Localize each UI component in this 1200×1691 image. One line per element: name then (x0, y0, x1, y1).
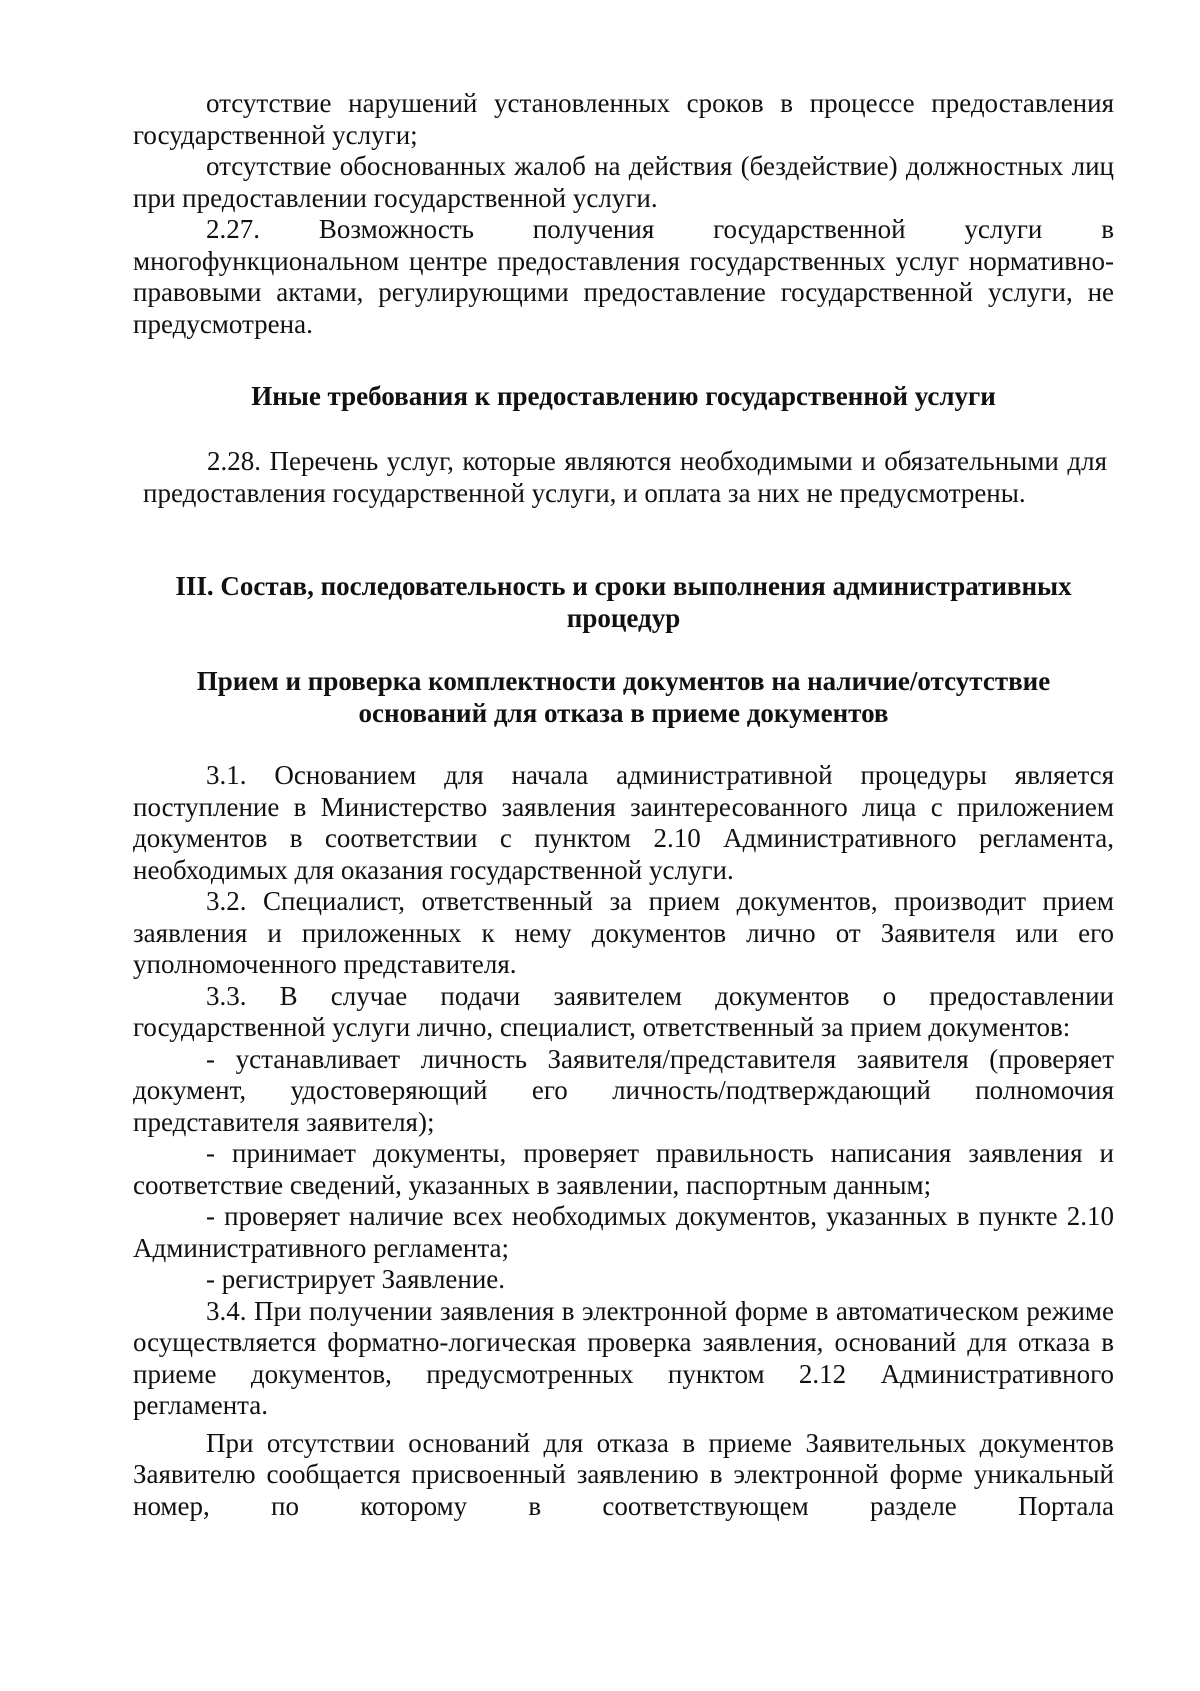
heading-other-requirements-wrap (133, 381, 1114, 413)
list-item: - устанавливает личность Заявителя/представителя заявителя (проверяет документ, удостоверяющий его личность/подтверждающий полномочия представителя заявителя); (133, 1043, 1114, 1137)
paragraph-continued: При отсутствии оснований для отказа в приеме Заявительных документов Заявителю сообщается присвоенный заявлению в электронной форме уникальный номер, по которому в соответствующем разделе Портала (133, 1427, 1114, 1521)
text-block-3 (133, 760, 1114, 1522)
paragraph-3-2: 3.2. Специалист, ответственный за прием документов, производит прием заявления и приложенных к нему документов лично от Заявителя или его уполномоченного представителя. (133, 886, 1114, 979)
paragraph-2-27: 2.27. Возможность получения государственной услуги в многофункциональном центре предоставления государственных услуг нормативно-правовыми актами, регулирующими предоставление государственной услуги, не предусмотрена. (133, 214, 1114, 339)
reception-heading-wrap (133, 666, 1114, 729)
list-item: - регистрирует Заявление. (206, 1264, 506, 1294)
section-3-heading: III. Состав, последовательность и сроки выполнения административных процедур (175, 571, 1072, 633)
paragraph-3-1: 3.1. Основанием для начала административной процедуры является поступление в Министерство заявления заинтересованного лица с приложением документов в соответствии с пунктом 2.10 Административного регламента, необходимых для оказания государственной услуги. (133, 760, 1114, 885)
paragraph-3-3: 3.3. В случае подачи заявителем документов о предоставлении государственной услуги лично, специалист, ответственный за прием документов: (133, 980, 1114, 1042)
paragraph: отсутствие нарушений установленных сроков в процессе предоставления государственной услуги; (133, 88, 1114, 150)
reception-heading: Прием и проверка комплектности документов на наличие/отсутствие оснований для отказа в приеме документов (196, 666, 1051, 728)
section-3-heading-wrap (133, 571, 1114, 634)
paragraph-2-28: 2.28. Перечень услуг, которые являются необходимыми и обязательными для предоставления государственной услуги, и оплата за них не предусмотрены. (143, 446, 1107, 508)
list-item: - проверяет наличие всех необходимых документов, указанных в пункте 2.10 Административного регламента; (133, 1201, 1114, 1263)
text-block-2-26-2-27 (133, 88, 1114, 340)
paragraph-3-4: 3.4. При получении заявления в электронной форме в автоматическом режиме осуществляется форматно-логическая проверка заявления, оснований для отказа в приеме документов, предусмотренных пунктом 2.12 Административного регламента. (133, 1295, 1114, 1420)
heading-other-requirements: Иные требования к предоставлению государственной услуги (251, 381, 996, 411)
paragraph: отсутствие обоснованных жалоб на действия (бездействие) должностных лиц при предоставлении государственной услуги. (133, 151, 1114, 213)
list-item: - принимает документы, проверяет правильность написания заявления и соответствие сведений, указанных в заявлении, паспортным данным; (133, 1138, 1114, 1200)
text-block-2-28 (143, 446, 1107, 509)
